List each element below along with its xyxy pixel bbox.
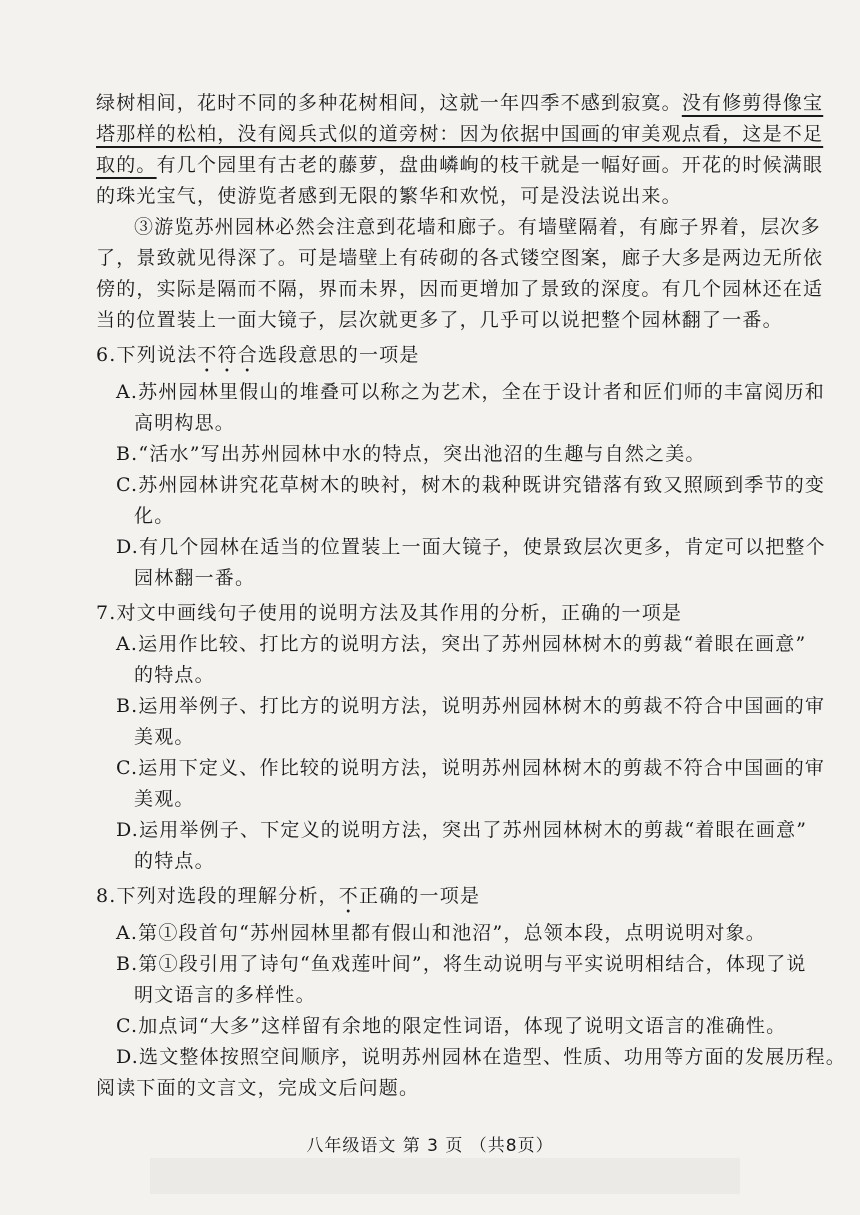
- emphasized-word: 不符合: [197, 344, 258, 366]
- option-d: D.选文整体按照空间顺序，说明苏州园林在造型、性质、功用等方面的发展历程。: [116, 1046, 846, 1068]
- scan-shadow: [150, 1158, 740, 1194]
- stem-text: 正确的一项是: [358, 885, 481, 907]
- question-stem: [96, 340, 764, 377]
- question-7: [96, 598, 826, 877]
- passage-text: 绿树相间，花时不同的多种花树相间，这就一年四季不感到寂寞。: [96, 92, 682, 114]
- passage-line: 了，景致就见得深了。可是墙壁上有砖砌的各式镂空图案，廊子大多是两边无所依: [96, 247, 824, 269]
- passage-line: 的珠光宝气，使游览者感到无限的繁华和欢悦，可是没法说出来。: [96, 185, 682, 207]
- option-b-cont: 明文语言的多样性。: [134, 984, 316, 1006]
- section-instruction: 阅读下面的文言文，完成文后问题。: [96, 1077, 420, 1099]
- option-b: B.“活水”写出苏州园林中水的特点，突出池沼的生趣与自然之美。: [116, 443, 706, 465]
- option-a: A.苏州园林里假山的堆叠可以称之为艺术，全在于设计者和匠们师的丰富阅历和: [116, 381, 825, 403]
- option-d-cont: 的特点。: [134, 850, 215, 872]
- option-a: A.第①段首句“苏州园林里都有假山和池沼”，总领本段，点明说明对象。: [116, 922, 766, 944]
- option-d: D.有几个园林在适当的位置装上一面大镜子，使景致层次更多，肯定可以把整个: [116, 536, 826, 558]
- option-c: C.苏州园林讲究花草树木的映衬，树木的栽种既讲究错落有致又照顾到季节的变: [116, 474, 826, 496]
- stem-text: 8.下列对选段的理解分析，: [96, 885, 339, 907]
- option-d: D.运用举例子、下定义的说明方法，突出了苏州园林树木的剪裁“着眼在画意”: [116, 819, 808, 841]
- option-a-cont: 高明构思。: [134, 412, 236, 434]
- stem-text: 选段意思的一项是: [257, 344, 420, 366]
- reading-passage: [96, 88, 824, 336]
- option-a-cont: 的特点。: [134, 664, 215, 686]
- question-6: [96, 340, 826, 594]
- passage-line: [96, 88, 824, 119]
- option-a: A.运用作比较、打比方的说明方法，突出了苏州园林树木的剪裁“着眼在画意”: [116, 633, 807, 655]
- stem-text: 6.下列说法: [96, 344, 198, 366]
- passage-line: [96, 119, 824, 150]
- passage-line: [96, 150, 824, 181]
- page-footer: 八年级语文 第 3 页 （共8页）: [306, 1136, 554, 1156]
- passage-text: 有几个园里有古老的藤萝，盘曲嶙峋的枝干就是一幅好画。开花的时候满眼: [156, 154, 824, 176]
- option-b-cont: 美观。: [134, 726, 195, 748]
- passage-line: 当的位置装上一面大镜子，层次就更多了，几乎可以说把整个园林翻了一番。: [96, 309, 783, 331]
- option-c: C.加点词“大多”这样留有余地的限定性词语，体现了说明文语言的准确性。: [116, 1015, 787, 1037]
- passage-line: 傍的，实际是隔而不隔，界而未界，因而更增加了景致的深度。有几个园林还在适: [96, 278, 824, 300]
- passage-line: ③游览苏州园林必然会注意到花墙和廊子。有墙壁隔着，有廊子界着，层次多: [134, 216, 821, 238]
- underlined-sentence: 没有修剪得像宝: [681, 92, 824, 114]
- underlined-sentence: 取的。: [96, 154, 157, 176]
- option-c-cont: 美观。: [134, 788, 195, 810]
- question-stem: 7.对文中画线句子使用的说明方法及其作用的分析，正确的一项是: [96, 602, 683, 624]
- question-stem: [96, 881, 764, 918]
- option-d-cont: 园林翻一番。: [134, 567, 256, 589]
- option-c-cont: 化。: [134, 505, 175, 527]
- option-b: B.第①段引用了诗句“鱼戏莲叶间”，将生动说明与平实说明相结合，体现了说: [116, 953, 807, 975]
- option-b: B.运用举例子、打比方的说明方法，说明苏州园林树木的剪裁不符合中国画的审: [116, 695, 826, 717]
- underlined-sentence: 塔那样的松柏，没有阅兵式似的道旁树：因为依据中国画的审美观点看，这是不足: [96, 123, 824, 145]
- emphasized-word: 不: [338, 885, 359, 907]
- question-8: [96, 881, 846, 1073]
- option-c: C.运用下定义、作比较的说明方法，说明苏州园林树木的剪裁不符合中国画的审: [116, 757, 826, 779]
